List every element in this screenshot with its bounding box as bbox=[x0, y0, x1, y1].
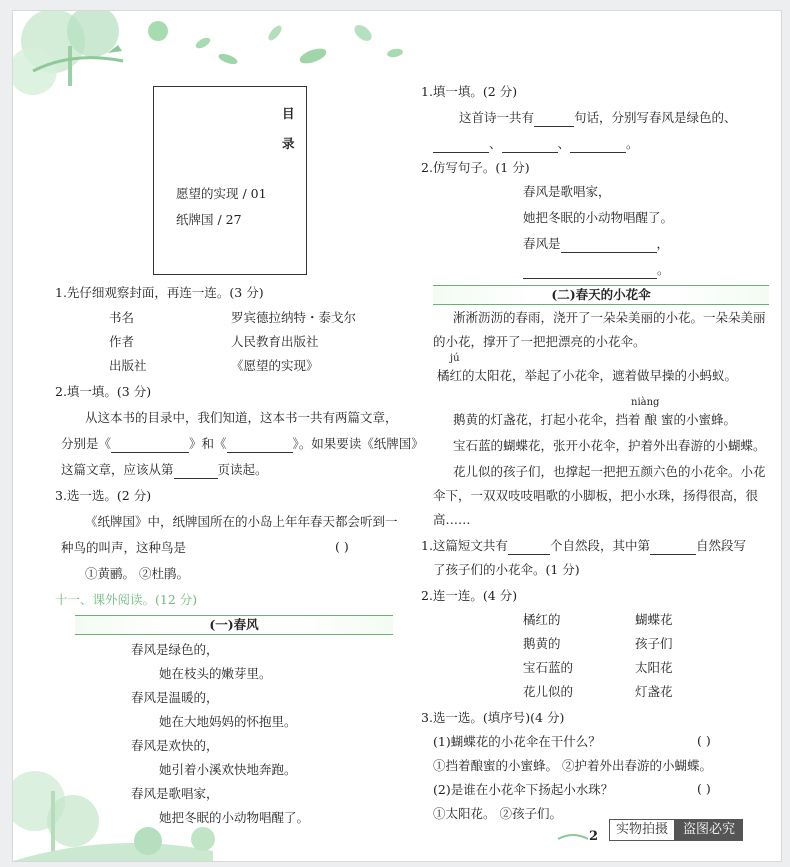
match-left-item: 花儿似的 bbox=[523, 684, 574, 699]
story-paragraph: 鹅黄的灯盏花，打起小花伞，挡着 酿 蜜的小蜜蜂。 bbox=[453, 412, 736, 427]
reading-q3-sub2-options: ①太阳花。 ②孩子们。 bbox=[433, 806, 562, 821]
match-left-item: 宝石蓝的 bbox=[523, 660, 574, 675]
answer-blank[interactable] bbox=[570, 138, 626, 153]
text-segment: 、 bbox=[557, 136, 571, 151]
toc-entry: 愿望的实现 / 01 bbox=[176, 186, 267, 201]
story-paragraph: 伞下，一双双吱吱唱歌的小脚板，把小水珠，扬得很高，很 bbox=[433, 488, 759, 503]
answer-blank[interactable] bbox=[502, 138, 558, 153]
toc-title-part1: 目 bbox=[282, 106, 295, 121]
poem-line: 她把冬眠的小动物唱醒了。 bbox=[159, 810, 310, 825]
match-right-item: 灯盏花 bbox=[635, 684, 673, 699]
answer-blank[interactable] bbox=[433, 138, 489, 153]
left-q1-col-a-item: 书名 bbox=[109, 310, 135, 325]
text-segment: ， bbox=[656, 236, 670, 251]
right-q1-line2 bbox=[433, 135, 639, 153]
text-segment: 个自然段，其中第 bbox=[549, 538, 650, 553]
right-q1-prompt: 1.填一填。(2 分) bbox=[421, 84, 518, 99]
answer-parentheses[interactable]: ( ) bbox=[697, 733, 711, 748]
left-q3-line1: 《纸牌国》中，纸牌国所在的小岛上年年春天都会听到一 bbox=[85, 514, 398, 529]
story-paragraph: 高…… bbox=[433, 512, 471, 527]
text-segment: 。 bbox=[657, 262, 670, 277]
model-sentence-line: 春风是歌唱家， bbox=[523, 184, 611, 199]
answer-parentheses[interactable]: ( ) bbox=[697, 781, 711, 796]
answer-blank[interactable] bbox=[111, 438, 189, 453]
poem-line: 她在大地妈妈的怀抱里。 bbox=[159, 714, 297, 729]
reading-q3-sub1: (1)蝴蝶花的小花伞在干什么？ bbox=[433, 734, 601, 749]
answer-blank[interactable] bbox=[561, 238, 657, 253]
text-segment: 、 bbox=[489, 136, 502, 151]
match-right-item: 孩子们 bbox=[635, 636, 673, 651]
text-segment: 自然段写 bbox=[695, 538, 746, 553]
story-title: (二)春天的小花伞 bbox=[551, 287, 651, 302]
answer-blank[interactable] bbox=[508, 540, 550, 555]
left-q2-line2 bbox=[61, 435, 424, 453]
left-q2-line3 bbox=[61, 461, 268, 479]
toc-title-part2: 录 bbox=[282, 136, 295, 151]
watermark-stamp bbox=[609, 819, 743, 841]
match-right-item: 蝴蝶花 bbox=[635, 612, 673, 627]
imitation-line1 bbox=[523, 235, 669, 253]
text-segment: 。 bbox=[626, 136, 639, 151]
text-segment: 春风是 bbox=[523, 236, 561, 251]
right-q2-prompt: 2.仿写句子。(1 分) bbox=[421, 160, 530, 175]
model-sentence-line: 她把冬眠的小动物唱醒了。 bbox=[523, 210, 674, 225]
answer-blank[interactable] bbox=[523, 264, 657, 279]
left-q1-col-b-item: 《愿望的实现》 bbox=[231, 358, 319, 373]
left-q1-col-b-item: 罗宾德拉纳特・泰戈尔 bbox=[231, 310, 357, 325]
match-right-item: 太阳花 bbox=[635, 660, 673, 675]
reading-q2-prompt: 2.连一连。(4 分) bbox=[421, 588, 518, 603]
text-segment: 分别是《 bbox=[61, 436, 112, 451]
left-q1-col-a-item: 作者 bbox=[109, 334, 135, 349]
reading-q3-sub2: (2)是谁在小花伞下扬起小水珠？ bbox=[433, 782, 614, 797]
text-segment: 》。如果要读《纸牌国》 bbox=[292, 436, 424, 451]
poem-line: 她引着小溪欢快地奔跑。 bbox=[159, 762, 297, 777]
answer-blank[interactable] bbox=[227, 438, 293, 453]
story-paragraph: 宝石蓝的蝴蝶花，张开小花伞，护着外出春游的小蝴蝶。 bbox=[453, 438, 766, 453]
page-number: 2 bbox=[589, 829, 599, 844]
reading-q3-sub1-options: ①挡着酿蜜的小蜜蜂。 ②护着外出春游的小蝴蝶。 bbox=[433, 758, 712, 773]
poem-line: 春风是温暖的， bbox=[131, 690, 219, 705]
story-paragraph: 淅淅沥沥的春雨，浇开了一朵朵美丽的小花。一朵朵美丽 bbox=[453, 310, 766, 325]
story-paragraph: 的小花，撑开了一把把漂亮的小花伞。 bbox=[433, 334, 646, 349]
text-segment: 页读起。 bbox=[217, 462, 268, 477]
poem-line: 春风是欢快的， bbox=[131, 738, 219, 753]
reading-q1-line2: 了孩子们的小花伞。(1 分) bbox=[433, 562, 580, 577]
text-segment: 这首诗一共有 bbox=[459, 110, 535, 125]
poem-line: 春风是绿色的， bbox=[131, 642, 219, 657]
workbook-page bbox=[12, 10, 782, 862]
story-paragraph: 花儿似的孩子们，也撑起一把把五颜六色的小花伞。小花 bbox=[453, 464, 766, 479]
imitation-line2 bbox=[523, 261, 670, 279]
answer-blank[interactable] bbox=[650, 540, 696, 555]
poem-title-band bbox=[75, 615, 393, 635]
left-q3-prompt: 3.选一选。(2 分) bbox=[55, 488, 152, 503]
story-paragraph: 橘红的太阳花，举起了小花伞，遮着做早操的小蚂蚁。 bbox=[437, 368, 738, 383]
answer-parentheses[interactable]: ( ) bbox=[335, 539, 349, 554]
left-q3-line2: 种鸟的叫声，这种鸟是 bbox=[61, 540, 187, 555]
left-q1-col-a-item: 出版社 bbox=[109, 358, 147, 373]
table-of-contents bbox=[153, 86, 307, 275]
match-left-item: 橘红的 bbox=[523, 612, 561, 627]
reading-q3-prompt: 3.选一选。(填序号)(4 分) bbox=[421, 710, 565, 725]
left-q2-line1: 从这本书的目录中，我们知道，这本书一共有两篇文章， bbox=[85, 410, 398, 425]
story-title-band bbox=[433, 285, 769, 305]
text-segment: 这篇文章，应该从第 bbox=[61, 462, 174, 477]
poem-line: 春风是歌唱家， bbox=[131, 786, 219, 801]
pinyin-annotation: jú bbox=[450, 353, 460, 364]
stamp-label-right: 盗图必究 bbox=[675, 819, 743, 841]
pinyin-annotation: niàng bbox=[631, 397, 660, 408]
text-segment: 1.这篇短文共有 bbox=[421, 538, 508, 553]
answer-blank[interactable] bbox=[534, 112, 574, 127]
text-segment: 句话，分别写春风是绿色的、 bbox=[574, 110, 737, 125]
left-q1-prompt: 1.先仔细观察封面，再连一连。(3 分) bbox=[55, 285, 264, 300]
poem-line: 她在枝头的嫩芽里。 bbox=[159, 666, 272, 681]
answer-blank[interactable] bbox=[174, 464, 218, 479]
stamp-label-left: 实物拍摄 bbox=[609, 819, 675, 841]
text-segment: 》和《 bbox=[189, 436, 227, 451]
left-q3-options: ①黄鹂。 ②杜鹃。 bbox=[85, 566, 189, 581]
toc-entry: 纸牌国 / 27 bbox=[176, 212, 242, 227]
left-q1-col-b-item: 人民教育出版社 bbox=[231, 334, 319, 349]
poem-title: (一)春风 bbox=[209, 617, 259, 632]
match-left-item: 鹅黄的 bbox=[523, 636, 561, 651]
reading-section-heading: 十一、课外阅读。(12 分) bbox=[55, 592, 198, 607]
reading-q1-line1 bbox=[421, 537, 746, 555]
left-q2-prompt: 2.填一填。(3 分) bbox=[55, 384, 152, 399]
right-q1-line1 bbox=[459, 109, 737, 127]
